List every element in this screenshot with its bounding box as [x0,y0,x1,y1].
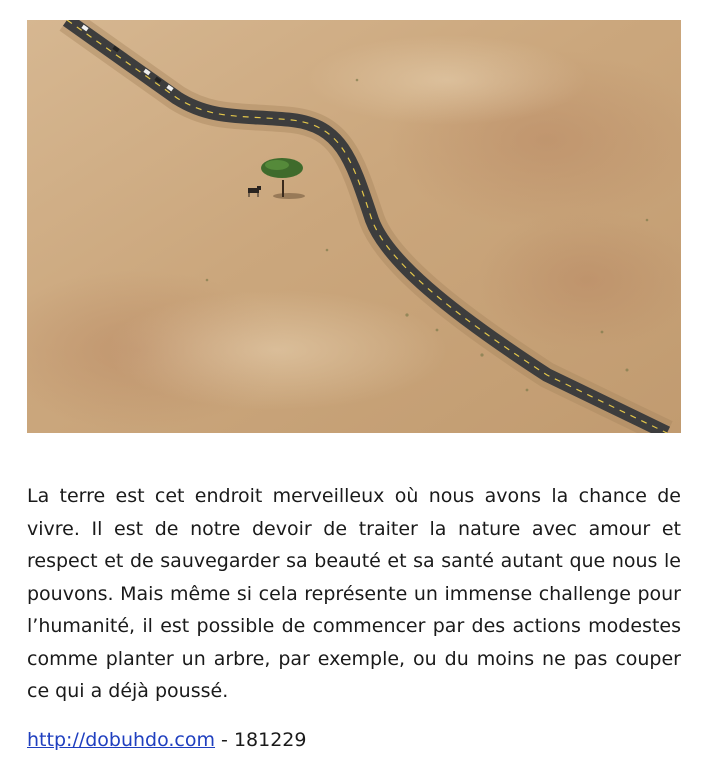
footer-code: 181229 [233,729,307,751]
tree-canopy-highlight [265,160,289,170]
footer-credit [27,726,306,754]
desert-road-image [27,20,681,433]
tree-shadow [273,193,305,199]
caption-paragraph: La terre est cet endroit merveilleux où nous avons la chance de vivre. Il est de notre devoir de traiter la nature avec amour et respect et de sauvegarder sa beauté et sa santé autant que nous le pouvons. Mais même si cela représente un immense challenge pour l’humanité, il est possible de commencer par des actions modestes comme planter un arbre, par exemple, ou du moins ne pas couper ce qui a déjà poussé. [27,485,681,702]
footer-separator: - [215,729,234,751]
pale-patch [307,35,587,125]
landscape-photo [27,20,681,433]
pale-patch [107,290,447,410]
source-link[interactable]: http://dobuhdo.com [27,729,216,751]
